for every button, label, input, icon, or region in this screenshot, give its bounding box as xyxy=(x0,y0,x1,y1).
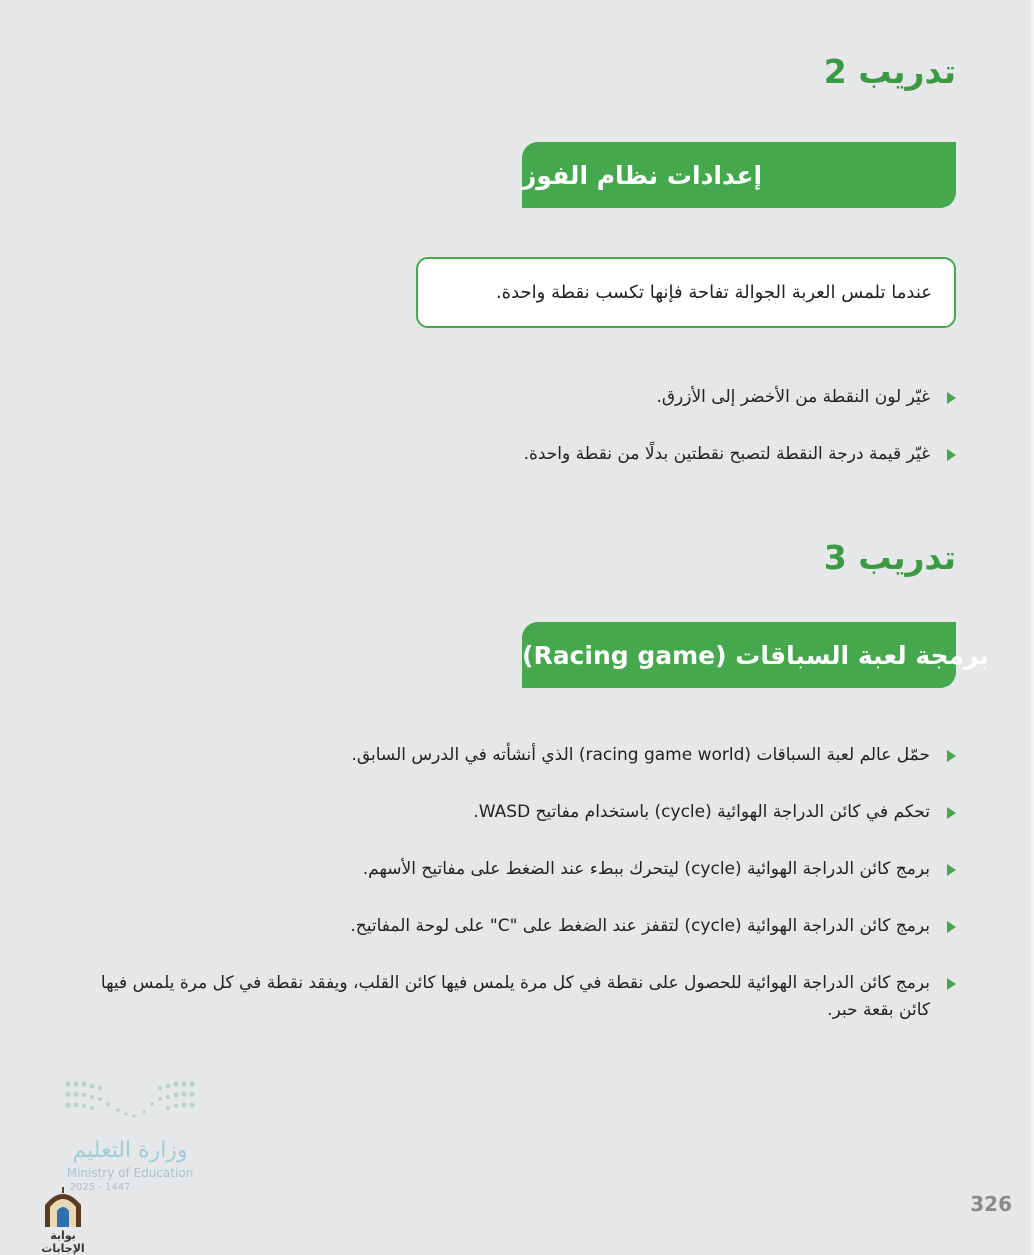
bullet-arrow-icon xyxy=(947,978,956,990)
list-item-text: برمج كائن الدراجة الهوائية (cycle) ليتحرك ببطء عند الضغط على مفاتيح الأسهم. xyxy=(362,859,930,879)
exercise-2-note-text: عندما تلمس العربة الجوالة تفاحة فإنها تكسب نقطة واحدة. xyxy=(495,282,932,303)
exercise-2-note-box xyxy=(416,257,956,328)
list-item-text: غيّر قيمة درجة النقطة لتصبح نقطتين بدلًا من نقطة واحدة. xyxy=(523,444,930,464)
ministry-name-en: Ministry of Education xyxy=(66,1166,194,1180)
page-number: 326 xyxy=(970,1192,1012,1216)
exercise-2-banner xyxy=(522,142,956,208)
list-item xyxy=(76,441,956,468)
list-item-text: حمّل عالم لعبة السباقات (racing game world) الذي أنشأته في الدرس السابق. xyxy=(351,745,930,765)
list-item xyxy=(76,384,956,411)
bullet-arrow-icon xyxy=(947,807,956,819)
list-item-text: تحكم في كائن الدراجة الهوائية (cycle) باستخدام مفاتيح WASD. xyxy=(473,802,930,822)
gateway-label: بوابة الإجابات xyxy=(41,1229,85,1255)
list-item xyxy=(76,970,956,1024)
list-item xyxy=(76,742,956,769)
list-item xyxy=(76,799,956,826)
exercise-3-banner-label: برمجة لعبة السباقات (Racing game) xyxy=(522,640,989,670)
ministry-dots-icon xyxy=(60,1078,200,1128)
list-item-text: برمج كائن الدراجة الهوائية للحصول على نقطة في كل مرة يلمس فيها كائن القلب، ويفقد نقطة في كل مرة يلمس فيها كائن بقعة حبر. xyxy=(100,973,930,1020)
exercise-3-banner xyxy=(522,622,989,688)
bullet-arrow-icon xyxy=(947,864,956,876)
bullet-arrow-icon xyxy=(947,921,956,933)
list-item xyxy=(76,913,956,940)
bullet-arrow-icon xyxy=(947,449,956,461)
list-item-text: برمج كائن الدراجة الهوائية (cycle) لتقفز عند الضغط على "C" على لوحة المفاتيح. xyxy=(350,916,930,936)
list-item xyxy=(76,856,956,883)
exercise-3-title: تدريب 3 xyxy=(823,538,956,577)
ministry-name-ar: وزارة التعليم xyxy=(72,1138,188,1163)
bullet-arrow-icon xyxy=(947,750,956,762)
ministry-year: 2025 - 1447 xyxy=(69,1182,131,1193)
gateway-arch-icon xyxy=(28,1185,98,1229)
exercise-2-banner-label: إعدادات نظام الفوز xyxy=(522,160,763,190)
list-item-text: غيّر لون النقطة من الأخضر إلى الأزرق. xyxy=(656,387,930,407)
exercise-2-title: تدريب 2 xyxy=(823,52,956,91)
bullet-arrow-icon xyxy=(947,392,956,404)
ministry-logo xyxy=(60,1078,210,1198)
answers-gateway-badge xyxy=(28,1185,98,1255)
